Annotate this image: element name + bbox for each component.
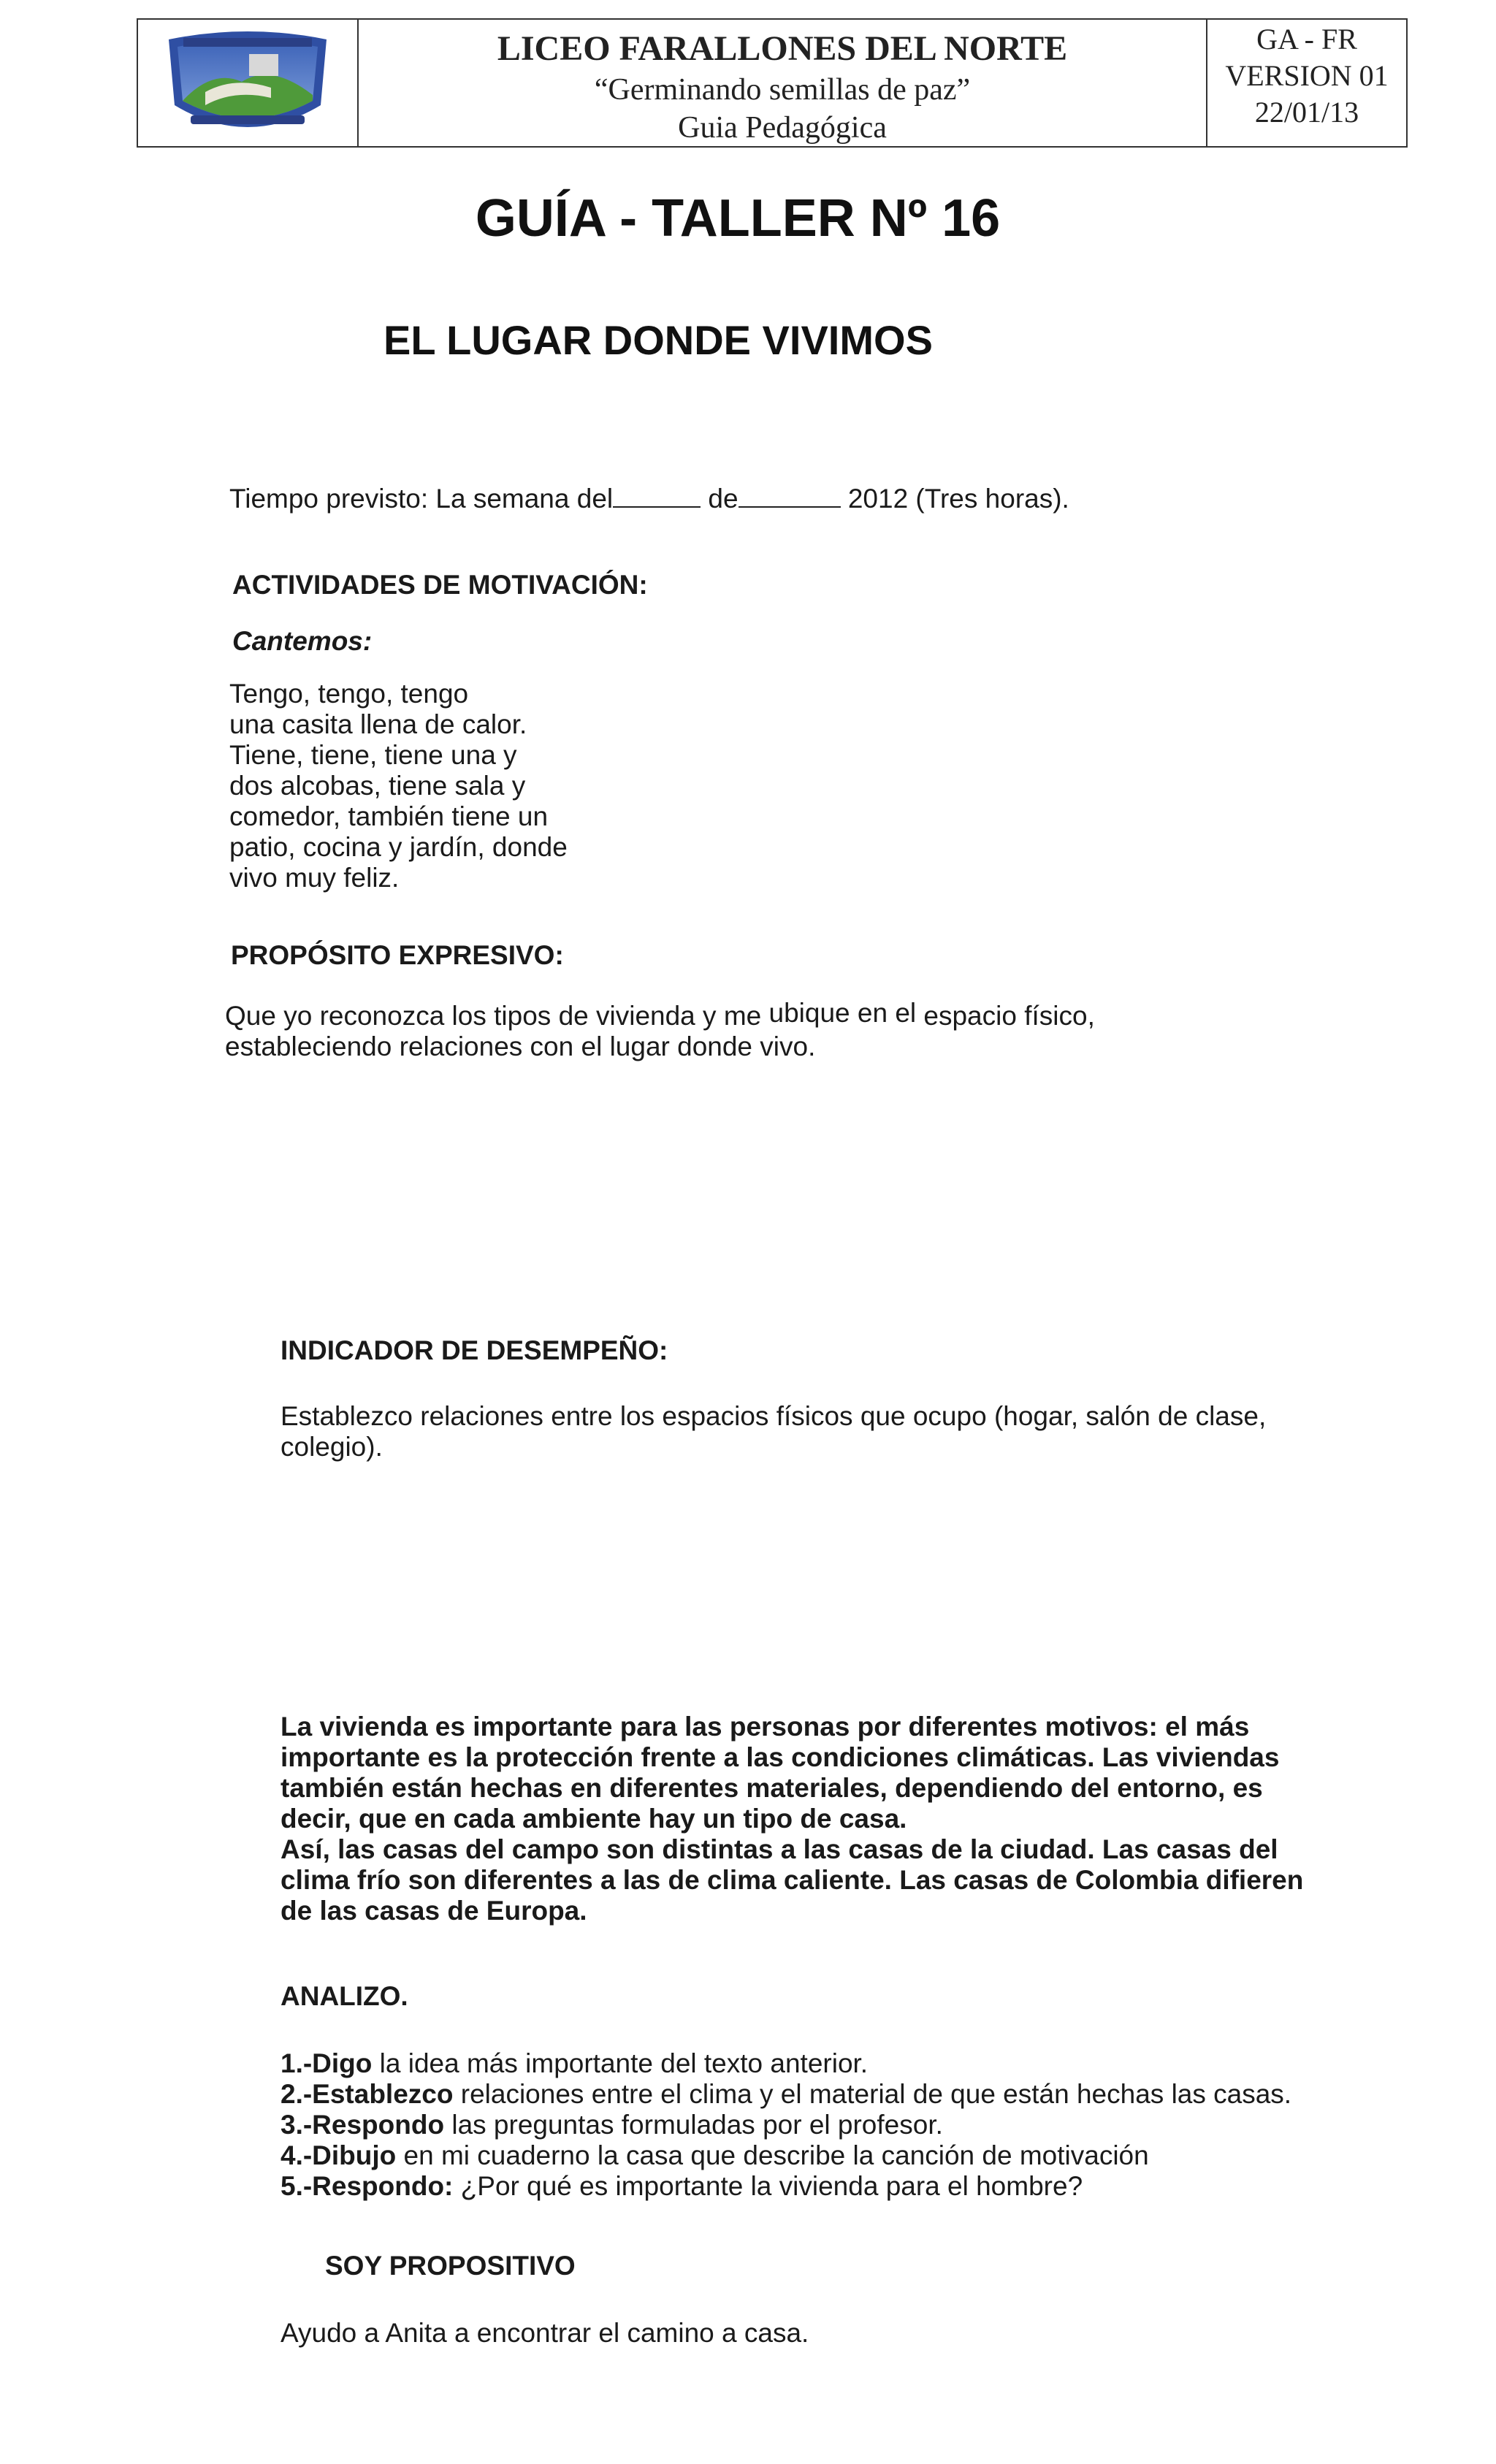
school-motto: “Germinando semillas de paz” bbox=[594, 73, 971, 107]
school-name: LICEO FARALLONES DEL NORTE bbox=[497, 29, 1068, 68]
song-line: una casita llena de calor. bbox=[229, 709, 527, 739]
song-line: vivo muy feliz. bbox=[229, 863, 400, 893]
song-line: comedor, también tiene un bbox=[229, 801, 549, 831]
song-line: patio, cocina y jardín, donde bbox=[229, 832, 568, 862]
list-item: 4.-Dibujo en mi cuaderno la casa que describe la canción de motivación bbox=[280, 2140, 1149, 2170]
list-item: 5.-Respondo: ¿Por qué es importante la vivienda para el hombre? bbox=[280, 2171, 1083, 2201]
analizo-list bbox=[280, 2048, 1291, 2202]
proposito-text: Que yo reconozca los tipos de vivienda y me ubique en el espacio físico, estableciendo relaciones con el lugar donde vivo. bbox=[225, 998, 1095, 1061]
reading-paragraph: La vivienda es importante para las personas por diferentes motivos: el más importante es la protección frente a las condiciones climáticas. Las viviendas también están hechas en diferentes materiales, dependiendo del entorno, es decir, que en cada ambiente hay un tipo de casa. Así, las casas del campo son distintas a las casas de la ciudad. Las casas del clima frío son diferentes a las de clima caliente. Las casas de Colombia difieren de las casas de Europa. bbox=[280, 1712, 1304, 1926]
document-version: VERSION 01 bbox=[1225, 59, 1389, 92]
analizo-heading: ANALIZO. bbox=[280, 1981, 408, 2011]
document-code: GA - FR bbox=[1256, 23, 1357, 56]
indicador-heading: INDICADOR DE DESEMPEÑO: bbox=[280, 1335, 668, 1365]
logo-cell bbox=[138, 20, 359, 146]
page-subtitle: EL LUGAR DONDE VIVIMOS bbox=[383, 317, 933, 363]
list-item: 2.-Establezco relaciones entre el clima y el material de que están hechas las casas. bbox=[280, 2079, 1292, 2109]
propositivo-text: Ayudo a Anita a encontrar el camino a casa. bbox=[280, 2318, 809, 2348]
indicador-text: Establezco relaciones entre los espacios físicos que ocupo (hogar, salón de clase, colegio). bbox=[280, 1401, 1267, 1462]
song-line: Tengo, tengo, tengo bbox=[229, 679, 469, 709]
propositivo-heading: SOY PROPOSITIVO bbox=[325, 2251, 576, 2281]
song-line: dos alcobas, tiene sala y bbox=[229, 771, 526, 801]
list-item: 1.-Digo la idea más importante del texto anterior. bbox=[280, 2048, 869, 2078]
list-item: 3.-Respondo las preguntas formuladas por el profesor. bbox=[280, 2110, 943, 2140]
page-title: GUÍA - TALLER Nº 16 bbox=[475, 189, 1001, 248]
song-lyrics bbox=[229, 679, 568, 893]
blank-month[interactable] bbox=[739, 484, 841, 508]
header-title-cell bbox=[359, 20, 1207, 146]
cantemos-heading: Cantemos: bbox=[232, 626, 373, 656]
school-crest-icon bbox=[161, 25, 334, 142]
song-line: Tiene, tiene, tiene una y bbox=[229, 740, 517, 770]
document-header bbox=[137, 18, 1408, 148]
document-type: Guia Pedagógica bbox=[678, 111, 887, 145]
document-date: 22/01/13 bbox=[1254, 96, 1359, 129]
motivacion-heading: ACTIVIDADES DE MOTIVACIÓN: bbox=[232, 570, 648, 600]
tiempo-previsto: Tiempo previsto: La semana del de 2012 (Tres horas). bbox=[229, 484, 1069, 514]
proposito-heading: PROPÓSITO EXPRESIVO: bbox=[231, 940, 564, 970]
header-code-cell bbox=[1207, 20, 1406, 146]
blank-week[interactable] bbox=[613, 484, 701, 508]
